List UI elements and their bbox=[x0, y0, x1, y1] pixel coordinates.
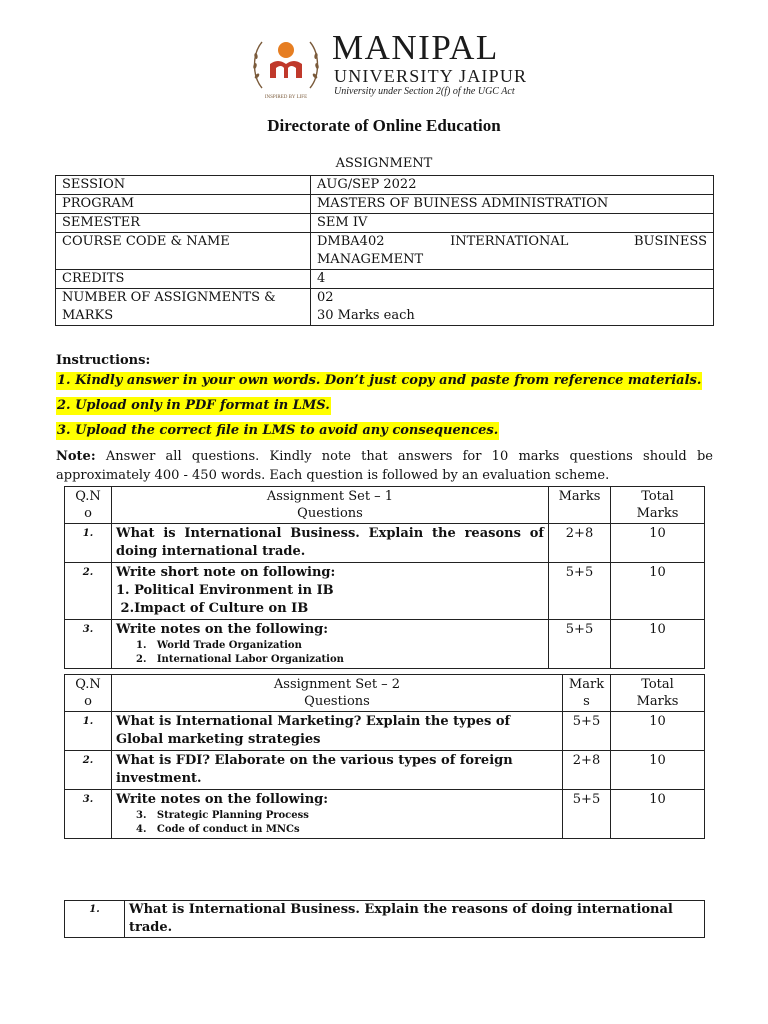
course-code: DMBA402 bbox=[317, 234, 385, 249]
instruction-item: 3. Upload the correct file in LMS to avoid any consequences. bbox=[57, 423, 499, 438]
question-line: 1. Political Environment in IB bbox=[116, 583, 334, 598]
sub-item: 4. Code of conduct in MNCs bbox=[136, 824, 300, 835]
header-text: Q.N bbox=[75, 489, 101, 504]
header-text: Q.N bbox=[75, 677, 101, 692]
university-campus: UNIVERSITY JAIPUR bbox=[334, 66, 528, 86]
questions-header bbox=[112, 487, 549, 524]
total-header bbox=[611, 675, 705, 712]
semester-value: SEM IV bbox=[311, 214, 714, 233]
question-total: 10 bbox=[611, 751, 705, 790]
question-text bbox=[112, 790, 563, 839]
session-label: SESSION bbox=[56, 176, 311, 195]
semester-label: SEMESTER bbox=[56, 214, 311, 233]
question-line: Write short note on following: bbox=[116, 565, 336, 580]
header-text: Questions bbox=[297, 506, 363, 521]
page-title: Directorate of Online Education bbox=[267, 116, 501, 135]
question-total: 10 bbox=[611, 563, 705, 620]
table-row bbox=[56, 195, 714, 214]
question-line: 2.Impact of Culture on IB bbox=[116, 601, 309, 616]
assignments-value bbox=[311, 289, 714, 326]
header-text: Total bbox=[641, 677, 674, 692]
table-row bbox=[65, 901, 705, 938]
table-header-row bbox=[65, 675, 705, 712]
header-text: Total bbox=[641, 489, 674, 504]
note-paragraph bbox=[56, 447, 713, 485]
total-header bbox=[611, 487, 705, 524]
question-line: Write notes on the following: bbox=[116, 622, 329, 637]
note-text: Answer all questions. Kindly note that answers for 10 marks questions should be approximately 400 - 450 words. Each question is followed by an evaluation scheme. bbox=[56, 449, 713, 483]
header-text: Mark bbox=[568, 677, 605, 692]
question-text bbox=[112, 620, 549, 669]
table-row bbox=[65, 620, 705, 669]
question-number: 1. bbox=[65, 524, 112, 563]
marks-header: Marks bbox=[549, 487, 611, 524]
question-number: 1. bbox=[65, 712, 112, 751]
table-row bbox=[65, 524, 705, 563]
table-row bbox=[56, 176, 714, 195]
question-text: What is International Marketing? Explain the types of Global marketing strategies bbox=[112, 712, 563, 751]
question-number: 1. bbox=[65, 901, 125, 938]
header-text: s bbox=[583, 694, 590, 709]
university-emblem-icon bbox=[248, 26, 324, 102]
credits-value: 4 bbox=[311, 270, 714, 289]
course-word: INTERNATIONAL bbox=[450, 234, 569, 249]
question-total: 10 bbox=[611, 524, 705, 563]
course-word: BUSINESS bbox=[634, 234, 707, 249]
table-header-row bbox=[65, 487, 705, 524]
table-row bbox=[56, 214, 714, 233]
assignments-label bbox=[56, 289, 311, 326]
question-text: What is FDI? Elaborate on the various types of foreign investment. bbox=[112, 751, 563, 790]
assignment-set-2-table bbox=[64, 674, 705, 839]
table-row bbox=[65, 751, 705, 790]
table-row bbox=[56, 270, 714, 289]
instruction-item: 2. Upload only in PDF format in LMS. bbox=[57, 398, 330, 413]
assignments-label-line: MARKS bbox=[62, 308, 114, 323]
assignments-count: 02 bbox=[317, 290, 334, 305]
header-text: Questions bbox=[304, 694, 370, 709]
question-total: 10 bbox=[611, 790, 705, 839]
course-info-table bbox=[55, 175, 714, 326]
university-tagline: University under Section 2(f) of the UGC Act bbox=[334, 86, 515, 97]
question-marks: 5+5 bbox=[549, 563, 611, 620]
question-marks: 5+5 bbox=[563, 712, 611, 751]
sub-item: 3. Strategic Planning Process bbox=[136, 810, 309, 821]
university-logo bbox=[248, 26, 538, 102]
program-label: PROGRAM bbox=[56, 195, 311, 214]
question-total: 10 bbox=[611, 712, 705, 751]
assignments-marks: 30 Marks each bbox=[317, 308, 415, 323]
question-text bbox=[112, 563, 549, 620]
question-line: Write notes on the following: bbox=[116, 792, 329, 807]
course-value bbox=[311, 233, 714, 270]
instruction-item: 1. Kindly answer in your own words. Don’t just copy and paste from reference materials. bbox=[57, 373, 702, 388]
assignment-heading: ASSIGNMENT bbox=[335, 156, 433, 171]
table-row bbox=[65, 712, 705, 751]
set-title: Assignment Set – 2 bbox=[273, 677, 401, 692]
header-text: Marks bbox=[636, 506, 679, 521]
instructions-heading: Instructions: bbox=[56, 353, 151, 368]
question-marks: 2+8 bbox=[563, 751, 611, 790]
assignment-set-1-table bbox=[64, 486, 705, 669]
logo-motto: INSPIRED BY LIFE bbox=[264, 95, 308, 100]
table-row bbox=[56, 289, 714, 326]
set-title: Assignment Set – 1 bbox=[266, 489, 394, 504]
table-row bbox=[56, 233, 714, 270]
course-word: MANAGEMENT bbox=[317, 252, 424, 267]
program-value: MASTERS OF BUINESS ADMINISTRATION bbox=[311, 195, 714, 214]
table-row bbox=[65, 563, 705, 620]
header-text: Marks bbox=[636, 694, 679, 709]
question-marks: 5+5 bbox=[563, 790, 611, 839]
table-row bbox=[65, 790, 705, 839]
qno-header bbox=[65, 675, 112, 712]
question-number: 2. bbox=[65, 563, 112, 620]
question-number: 2. bbox=[65, 751, 112, 790]
marks-header bbox=[563, 675, 611, 712]
question-total: 10 bbox=[611, 620, 705, 669]
answer-question-table bbox=[64, 900, 705, 938]
question-text: What is International Business. Explain the reasons of doing international trade. bbox=[125, 901, 705, 938]
header-text: o bbox=[84, 694, 92, 709]
question-marks: 2+8 bbox=[549, 524, 611, 563]
credits-label: CREDITS bbox=[56, 270, 311, 289]
header-text: o bbox=[84, 506, 92, 521]
university-name: MANIPAL bbox=[332, 28, 499, 67]
questions-header bbox=[112, 675, 563, 712]
note-label: Note: bbox=[56, 449, 96, 464]
question-number: 3. bbox=[65, 620, 112, 669]
sub-item: 2. International Labor Organization bbox=[136, 654, 344, 665]
assignments-label-line: NUMBER OF ASSIGNMENTS & bbox=[62, 290, 276, 305]
question-text: What is International Business. Explain the reasons of doing international trade. bbox=[112, 524, 549, 563]
question-marks: 5+5 bbox=[549, 620, 611, 669]
qno-header bbox=[65, 487, 112, 524]
course-label: COURSE CODE & NAME bbox=[56, 233, 311, 270]
session-value: AUG/SEP 2022 bbox=[311, 176, 714, 195]
sub-item: 1. World Trade Organization bbox=[136, 640, 302, 651]
question-number: 3. bbox=[65, 790, 112, 839]
